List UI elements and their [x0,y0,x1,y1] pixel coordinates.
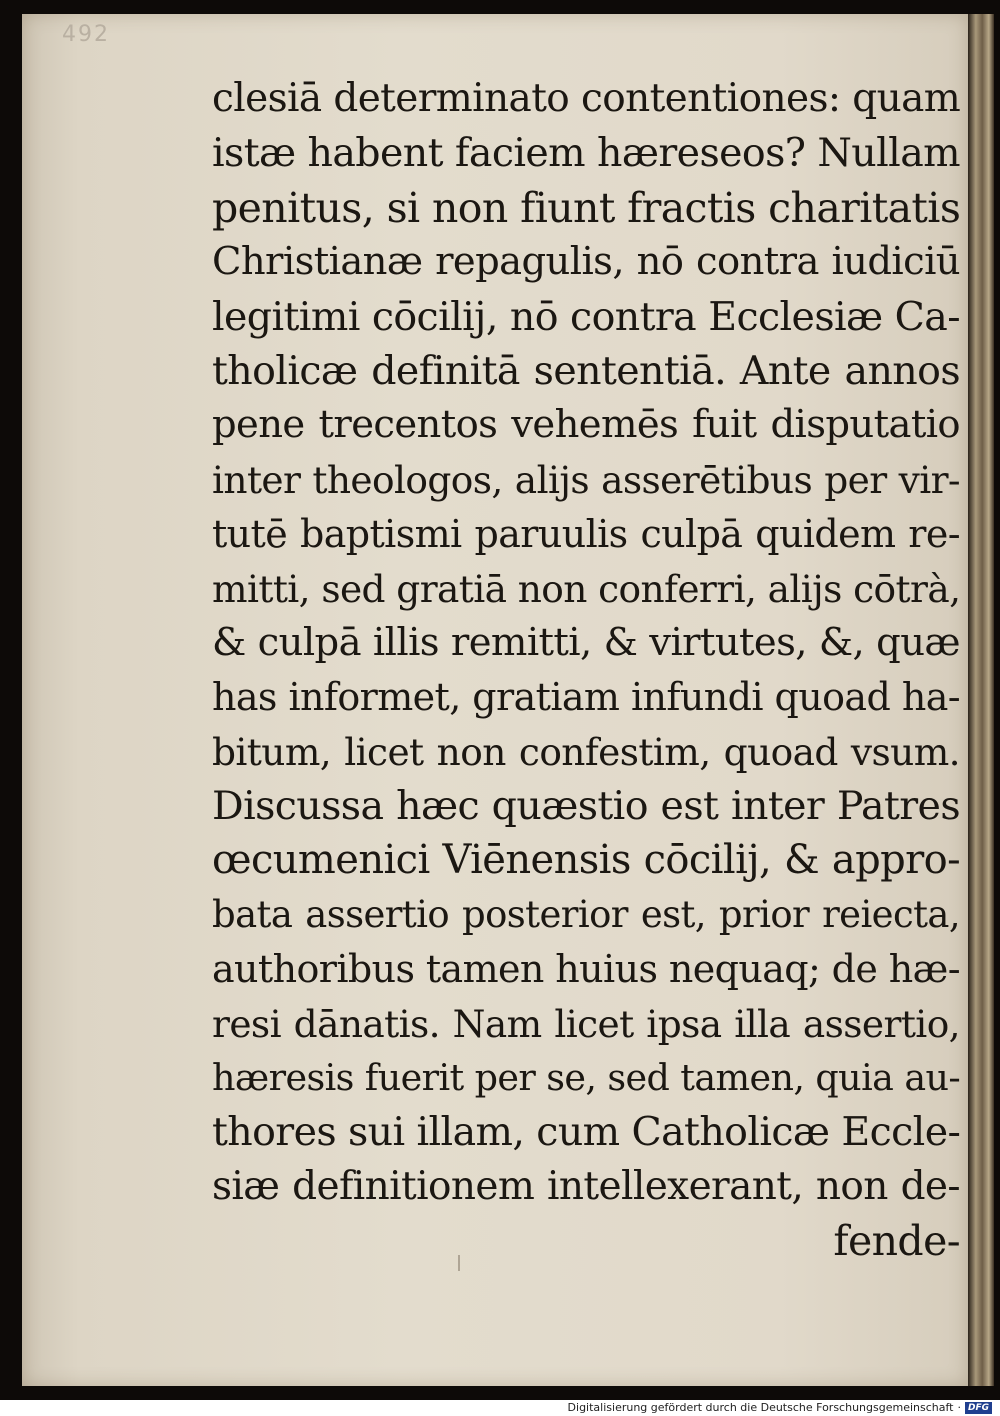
text-line: mitti, sed gratiā non conferri, alijs cōtrà, [212,566,961,611]
page-edge-binding [968,14,994,1386]
text-line: tholicæ definitā sententiā. Ante annos [212,347,960,394]
text-line: œcumenici Viēnensis cōcilij, & appro- [212,837,960,884]
digitization-credit-footer [568,1400,992,1416]
page-corner-mark: 492 [62,22,110,47]
page-blemish-mark [458,1255,460,1271]
dfg-logo-icon: DFG [965,1402,992,1414]
text-line: authoribus tamen huius nequaq; de hæ- [212,947,960,992]
text-line: pene trecentos vehemēs fuit disputatio [212,402,960,448]
text-line: fende- [833,1217,960,1266]
text-line: siæ definitionem intellexerant, non de- [212,1163,960,1209]
page-text-block [212,72,960,1269]
footer-credit-text: Digitalisierung gefördert durch die Deutsche Forschungsgemeinschaft [567,1401,954,1414]
text-line: istæ habent faciem hæreseos? Nullam [212,130,960,177]
text-line: clesiā determinato contentiones: quam [212,76,961,121]
text-line: hæresis fuerit per se, sed tamen, quia au- [212,1056,961,1100]
text-line: bata assertio posterior est, prior reiecta, [212,892,960,936]
text-line: thores sui illam, cum Catholicæ Eccle- [212,1109,961,1156]
text-line: Christianæ repagulis, nō contra iudiciū [212,239,960,285]
text-line: resi dānatis. Nam licet ipsa illa assertio, [212,1001,960,1046]
text-line: Discussa hæc quæstio est inter Patres [212,783,960,830]
text-line: has informet, gratiam infundi quoad ha- [212,675,960,720]
text-line: bitum, licet non confestim, quoad vsum. [212,729,960,774]
text-line: penitus, si non fiunt fractis charitatis [212,183,961,232]
text-line: legitimi cōcilij, nō contra Ecclesiæ Ca- [212,293,960,340]
text-line: & culpā illis remitti, & virtutes, &, quæ [212,619,960,665]
footer-separator: · [957,1401,961,1414]
text-line: tutē baptismi paruulis culpā quidem re- [212,512,960,557]
text-line: inter theologos, alijs asserētibus per vir- [212,457,960,502]
